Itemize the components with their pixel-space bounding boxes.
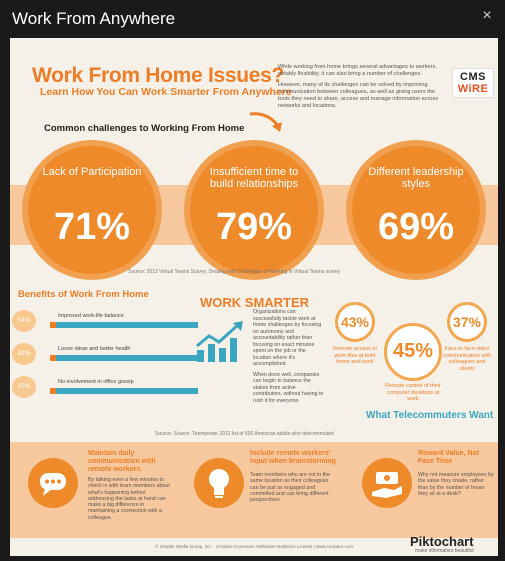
source-note: Source: 2013 Virtual Teams Survey, Dealing with Challenges of Working in Virtual Teams survey	[128, 269, 341, 275]
benefit-item	[10, 343, 210, 365]
challenge-caption: Insufficient time to build relationships	[209, 166, 299, 190]
telecommuter-label: Remote access to work files at both home and work	[332, 346, 378, 365]
infographic	[10, 38, 498, 556]
work-smarter-text	[253, 309, 325, 404]
challenges-label: Common challenges to Working From Home	[44, 123, 245, 134]
infographic-subtitle: Learn How You Can Work Smarter From Anywhere	[40, 86, 292, 98]
challenge-value: 69%	[377, 206, 455, 248]
benefit-label: No involvement in office gossip	[58, 379, 134, 385]
source-note: Source: Source: Teampower 2012 list of 600 American adults who telecommuted	[155, 431, 334, 437]
benefit-bar-fill	[50, 355, 56, 361]
tip-text: Why not measure employees by the value they create, rather than by the number of hours they sit at a desk?	[418, 472, 494, 497]
benefit-item	[10, 376, 210, 398]
money-hand-icon	[362, 458, 412, 508]
benefit-label: Improved work-life balance	[58, 313, 124, 319]
benefit-bar	[50, 322, 198, 328]
intro-text	[278, 64, 446, 110]
work-smarter-paragraph: When done well, companies can begin to balance the stakes from active contributors, without having to rush it for everyone.	[253, 371, 324, 404]
benefit-bar-fill	[50, 322, 56, 328]
benefit-bar	[50, 388, 198, 394]
work-smarter-title: WORK SMARTER	[200, 295, 310, 310]
challenge-value: 71%	[53, 206, 131, 248]
lightbulb-icon	[194, 458, 244, 508]
growth-chart-icon	[195, 320, 251, 364]
benefit-value: 52%	[12, 343, 36, 365]
challenge-caption: Different leadership styles	[368, 166, 464, 190]
telecommuter-value: 45%	[392, 340, 434, 362]
footer	[10, 534, 498, 556]
tip-text: Team members who are not in the same location as their colleagues can be just as engaged and committed and can bring different perspectives.	[250, 472, 331, 504]
tip-title: Include remote workers' input when brainstorming	[250, 450, 336, 465]
benefit-value: 54%	[12, 310, 36, 332]
telecommuters-title: What Telecommuters Want	[366, 410, 494, 421]
work-smarter-paragraph: Organizations can successfully tackle work at home challenges by focusing on autonomy and accountability rather than focusing on exact minutes spent on the job or the location where it's accomplished.	[253, 309, 322, 367]
benefits-title: Benefits of Work From Home	[18, 289, 149, 300]
benefit-value: 37%	[12, 376, 36, 398]
curved-arrow-icon	[248, 110, 288, 136]
benefit-item	[10, 310, 210, 332]
tip-text: By talking even a few minutes to check in with team members about what's happening before addressing the tasks at hand can make a big difference in maintaining a connection with a colleague.	[88, 477, 170, 521]
cmswire-logo	[452, 68, 494, 98]
challenge-stat	[184, 140, 324, 280]
benefit-label: Loose ideas and better health	[58, 346, 131, 352]
speech-bubble-icon	[28, 458, 78, 508]
window-title: Work From Anywhere	[12, 9, 176, 28]
telecommuter-value: 37%	[452, 314, 482, 330]
challenge-caption: Lack of Participation	[42, 166, 142, 178]
license-text: © Simpler Media Group, Inc. · Creative Commons Attribution-NoDerivs License | www.cmswire.com	[155, 544, 354, 549]
logo-text: CMS	[460, 71, 486, 83]
benefit-bar-fill	[50, 388, 56, 394]
telecommuter-stat	[384, 323, 442, 381]
tips-band	[10, 442, 498, 538]
piktochart-logo: Piktochart	[410, 534, 474, 549]
challenge-stat	[22, 140, 162, 280]
telecommuter-value: 43%	[340, 314, 370, 330]
intro-paragraph: However, many of its challenges can be solved by improving communication between colleagues, as well as giving users the tools they need to share, access and manage information across networks and locations.	[278, 82, 439, 109]
benefit-bar	[50, 355, 198, 361]
logo-text: WiRE	[457, 83, 489, 95]
window-titlebar	[0, 0, 505, 38]
piktochart-tagline: make information beautiful	[415, 548, 474, 554]
close-icon[interactable]: ×	[482, 7, 492, 24]
tip-title: Reward Value, Not Face Time	[418, 450, 480, 465]
challenge-stat	[346, 140, 486, 280]
infographic-title: Work From Home Issues?	[32, 64, 285, 87]
telecommuter-stat	[335, 302, 375, 342]
challenge-value: 79%	[215, 206, 293, 248]
telecommuter-label: Remote control of their computer desktops at work	[385, 383, 441, 402]
intro-paragraph: While working from home brings several advantages to workers, notably flexibility, it can also bring a number of challenges.	[278, 64, 437, 77]
tip-title: Maintain daily communication with remote workers.	[88, 450, 156, 473]
telecommuter-label: Face to face video communication with colleagues and clients	[442, 346, 492, 372]
telecommuter-stat	[447, 302, 487, 342]
